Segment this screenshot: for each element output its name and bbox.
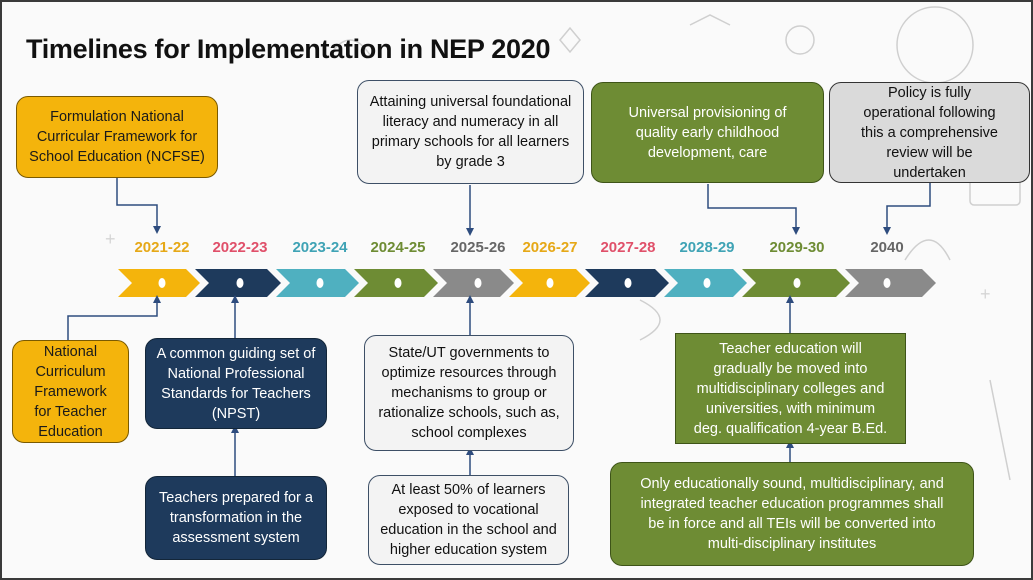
- year-label: 2029-30: [769, 239, 825, 256]
- year-label: 2021-22: [134, 239, 190, 256]
- school-complexes-box: State/UT governments to optimize resources through mechanisms to group or rationalize schools, such as, school complexes: [364, 335, 574, 451]
- tei-box: Only educationally sound, multidisciplinary, and integrated teacher education programmes shall be in force and all TEIs will be converted into multi-disciplinary institutes: [610, 462, 974, 566]
- ncfte-box: National Curriculum Framework for Teacher Education: [12, 340, 129, 443]
- foundational-literacy-box: Attaining universal foundational literacy and numeracy in all primary schools for all learners by grade 3: [357, 80, 584, 184]
- plus-doodle: +: [105, 229, 116, 249]
- year-label: 2026-27: [522, 239, 578, 256]
- year-label: 2028-29: [679, 239, 735, 256]
- teacher-education-box: Teacher education will gradually be moved into multidisciplinary colleges and universities, with minimum deg. qualification 4-year B.Ed.: [675, 333, 906, 444]
- vocational-box: At least 50% of learners exposed to vocational education in the school and higher education system: [368, 475, 569, 565]
- year-label: 2022-23: [212, 239, 268, 256]
- page-title: Timelines for Implementation in NEP 2020: [26, 34, 551, 64]
- year-label: 2023-24: [292, 239, 348, 256]
- ncfse-box: Formulation National Curricular Framework for School Education (NCFSE): [16, 96, 218, 178]
- year-label: 2027-28: [600, 239, 656, 256]
- year-label: 2025-26: [450, 239, 506, 256]
- npst-box: A common guiding set of National Professional Standards for Teachers (NPST): [145, 338, 327, 429]
- assessment-box: Teachers prepared for a transformation in the assessment system: [145, 476, 327, 560]
- plus-doodle-2: +: [980, 284, 991, 304]
- year-label: 2024-25: [370, 239, 426, 256]
- policy-operational-box: Policy is fully operational following this a comprehensive review will be undertaken: [829, 82, 1030, 183]
- ecce-box: Universal provisioning of quality early childhood development, care: [591, 82, 824, 183]
- year-label: 2040: [870, 239, 904, 256]
